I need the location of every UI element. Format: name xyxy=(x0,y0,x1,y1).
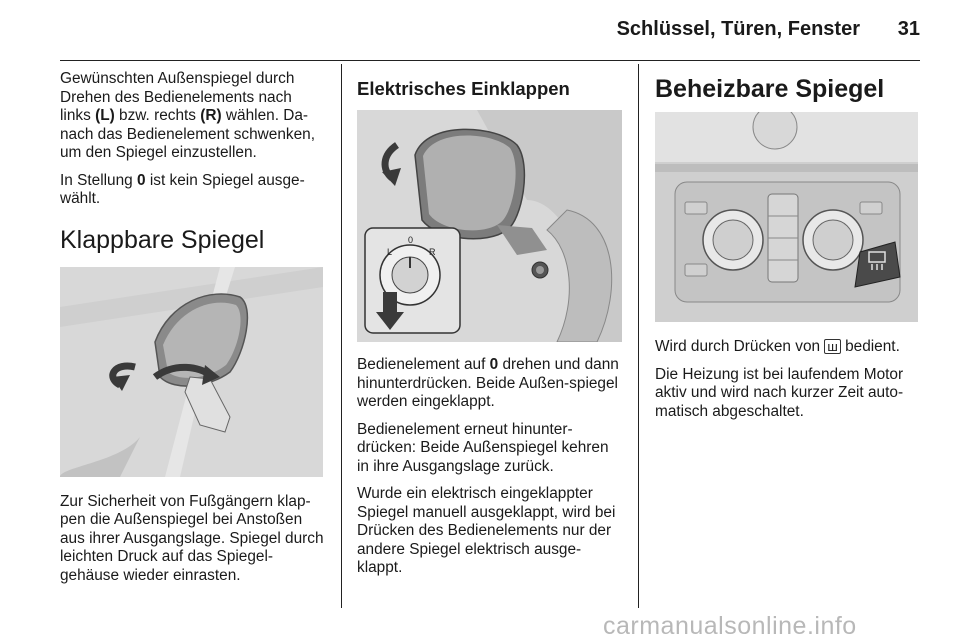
column-3 xyxy=(655,70,920,430)
page-number: 31 xyxy=(897,18,920,40)
paragraph-mirror-selection: Gewünschten Außenspiegel durch Drehen des Bedienelements nach links (L) bzw. rechts (R) wählen. Da-nach das Bedienelement schwenken, um den Spiegel einzustellen. xyxy=(60,70,315,161)
header-rule xyxy=(60,60,920,61)
paragraph-position-zero: In Stellung 0 ist kein Spiegel ausge-wählt. xyxy=(60,171,305,207)
watermark: carmanualsonline.info xyxy=(603,612,857,640)
heading-heated-mirrors: Beheizbare Spiegel xyxy=(655,75,885,103)
knob-label-l: L xyxy=(387,247,393,257)
heading-folding-mirrors: Klappbare Spiegel xyxy=(60,225,265,254)
folding-mirror-illustration xyxy=(60,267,323,477)
heated-mirror-control-illustration xyxy=(655,112,918,322)
column-1 xyxy=(60,70,325,594)
knob-label-r: R xyxy=(429,247,436,257)
paragraph-heated-auto-off: Die Heizung ist bei laufendem Motor aktiv und wird nach kurzer Zeit auto-matisch abgeschaltet. xyxy=(655,365,904,420)
column-2 xyxy=(357,70,622,587)
paragraph-fold-instruction: Bedienelement auf 0 drehen und dann hinunterdrücken. Beide Außen-spiegel werden eingeklappt. xyxy=(357,356,619,410)
paragraph-unfold-instruction: Bedienelement erneut hinunter-drücken: Beide Außenspiegel kehren in ihre Ausgangslage zurück. xyxy=(357,420,609,475)
mirror-control-illustration xyxy=(357,110,622,342)
column-divider xyxy=(638,64,639,608)
paragraph-manual-unfold: Wurde ein elektrisch eingeklappter Spiegel manuell ausgeklappt, wird bei Drücken des Bedienelements nur der andere Spiegel elektrisch ausge-klappt. xyxy=(357,485,616,576)
paragraph-heated-operation: Wird durch Drücken von ш bedient. xyxy=(655,338,900,355)
running-header-title: Schlüssel, Türen, Fenster xyxy=(616,18,860,40)
paragraph-pedestrian-safety: Zur Sicherheit von Fußgängern klap-pen die Außenspiegel bei Anstoßen aus ihrer Ausgangslage. Spiegel durch leichten Druck auf das Spiegel-gehäuse wieder einrasten. xyxy=(60,492,324,584)
column-divider xyxy=(341,64,342,608)
knob-label-0: 0 xyxy=(408,235,414,245)
heated-mirror-icon: ш xyxy=(824,339,840,354)
heading-electric-folding: Elektrisches Einklappen xyxy=(357,78,570,99)
